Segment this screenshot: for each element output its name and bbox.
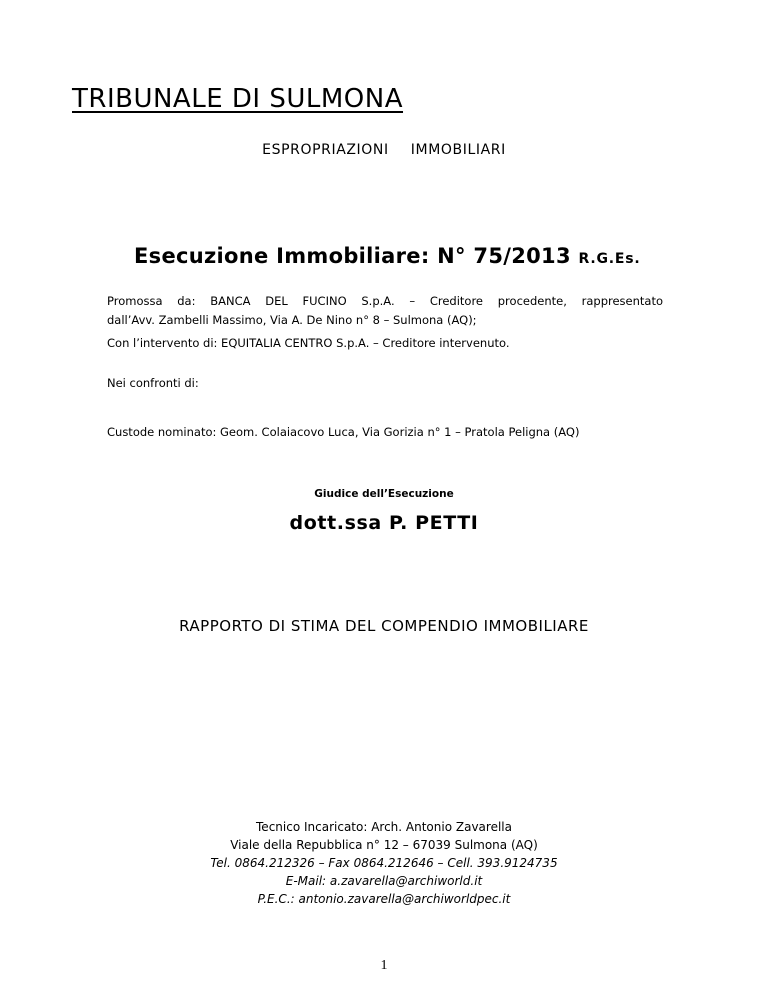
execution-heading: [134, 244, 640, 268]
promossa-paragraph: [107, 292, 663, 330]
promossa-line-1: Promossa da: BANCA DEL FUCINO S.p.A. – Creditore procedente, rappresentato: [107, 294, 663, 308]
confronti-line: Nei confronti di:: [107, 376, 199, 390]
promossa-line-2: dall’Avv. Zambelli Massimo, Via A. De Nino n° 8 – Sulmona (AQ);: [107, 313, 477, 327]
page-number: 1: [380, 958, 388, 973]
custode-line: Custode nominato: Geom. Colaiacovo Luca, Via Gorizia n° 1 – Pratola Peligna (AQ): [107, 425, 580, 439]
report-title: RAPPORTO DI STIMA DEL COMPENDIO IMMOBILIARE: [179, 617, 589, 635]
intervento-paragraph: [107, 334, 663, 353]
confronti-paragraph: [107, 374, 663, 393]
execution-rg: R.G.Es.: [578, 251, 641, 267]
section-heading: ESPROPRIAZIONI IMMOBILIARI: [262, 142, 506, 158]
technician-block: [0, 818, 768, 908]
intervento-line: Con l’intervento di: EQUITALIA CENTRO S.p.A. – Creditore intervenuto.: [107, 336, 510, 350]
technician-address: Viale della Repubblica n° 12 – 67039 Sulmona (AQ): [230, 838, 538, 852]
court-title: TRIBUNALE DI SULMONA: [72, 84, 404, 114]
judge-label: Giudice dell’Esecuzione: [314, 488, 454, 500]
technician-email: E-Mail: a.zavarella@archiworld.it: [285, 874, 483, 888]
technician-pec: P.E.C.: antonio.zavarella@archiworldpec.it: [257, 892, 511, 906]
technician-phone: Tel. 0864.212326 – Fax 0864.212646 – Cell. 393.9124735: [210, 856, 558, 870]
execution-number: Esecuzione Immobiliare: N° 75/2013: [134, 244, 571, 268]
judge-name: dott.ssa P. PETTI: [289, 512, 479, 534]
custode-paragraph: [107, 423, 663, 442]
technician-name: Tecnico Incaricato: Arch. Antonio Zavarella: [256, 820, 512, 834]
